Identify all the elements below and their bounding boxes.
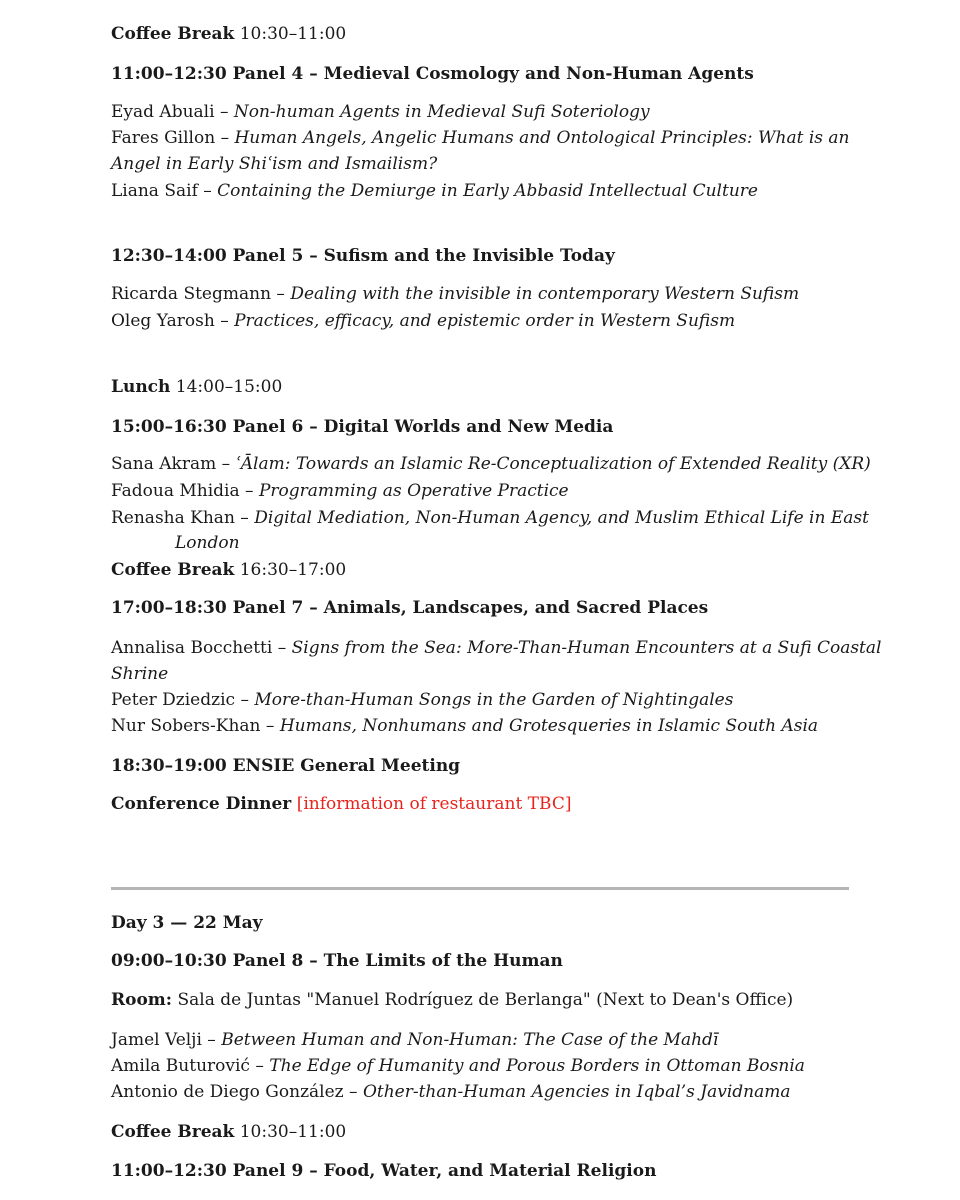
coffee-break-time: 10:30–11:00 [239, 1122, 347, 1142]
panel-5-heading: 12:30–14:00 Panel 5 – Sufism and the Invisible Today [111, 246, 615, 266]
speaker-name: Jamel Velji [111, 1030, 202, 1050]
speaker-name: Annalisa Bocchetti [111, 638, 273, 658]
conference-dinner-label: Conference Dinner [111, 794, 292, 814]
separator: – [197, 181, 218, 201]
separator: – [249, 1056, 270, 1076]
day-divider [111, 887, 849, 890]
speaker-name: Antonio de Diego González [111, 1082, 344, 1102]
separator: – [239, 481, 259, 501]
talk-row [111, 180, 758, 202]
coffee-break-time: 10:30–11:00 [239, 24, 347, 44]
separator: – [260, 716, 280, 736]
speaker-name: Ricarda Stegmann [111, 284, 272, 304]
coffee-break-label: Coffee Break [111, 1122, 235, 1142]
talk-title: Digital Mediation, Non-Human Agency, and Muslim Ethical Life in East [254, 508, 869, 528]
restaurant-tbc-note: [information of restaurant TBC] [296, 794, 572, 814]
talk-title-continuation: Angel in Early Shiʿism and Ismailism? [111, 154, 438, 174]
coffee-break-row [111, 23, 346, 45]
separator: – [215, 128, 235, 148]
panel-4-heading: 11:00–12:30 Panel 4 – Medieval Cosmology and Non-Human Agents [111, 64, 754, 84]
coffee-break-label: Coffee Break [111, 560, 235, 580]
speaker-name: Sana Akram [111, 454, 217, 474]
speaker-name: Amila Buturović [111, 1056, 250, 1076]
talk-row [111, 507, 869, 529]
talk-row [111, 480, 569, 502]
coffee-break-time: 16:30–17:00 [239, 560, 347, 580]
separator: – [214, 311, 235, 331]
coffee-break-row [111, 559, 346, 581]
talk-title: More-than-Human Songs in the Garden of Nightingales [254, 690, 734, 710]
speaker-name: Renasha Khan [111, 508, 235, 528]
room-row [111, 989, 793, 1011]
room-label: Room: [111, 990, 173, 1010]
separator: – [216, 454, 236, 474]
talk-row [111, 283, 799, 305]
separator: – [201, 1030, 222, 1050]
panel-7-heading: 17:00–18:30 Panel 7 – Animals, Landscapes, and Sacred Places [111, 598, 709, 618]
talk-title: Human Angels, Angelic Humans and Ontological Principles: What is an [234, 128, 850, 148]
talk-row [111, 689, 733, 711]
talk-row [111, 310, 735, 332]
panel-8-heading: 09:00–10:30 Panel 8 – The Limits of the Human [111, 951, 563, 971]
lunch-time: 14:00–15:00 [175, 377, 283, 397]
talk-row [111, 637, 881, 659]
talk-title: The Edge of Humanity and Porous Borders in Ottoman Bosnia [269, 1056, 805, 1076]
separator: – [271, 284, 291, 304]
speaker-name: Nur Sobers-Khan [111, 716, 261, 736]
speaker-name: Fadoua Mhidia [111, 481, 240, 501]
talk-row [111, 1029, 718, 1051]
talk-row [111, 715, 818, 737]
talk-title: Between Human and Non-Human: The Case of the Mahdī [221, 1030, 719, 1050]
talk-title: ʿĀlam: Towards an Islamic Re-Conceptualization of Extended Reality (XR) [235, 454, 871, 474]
speaker-name: Peter Dziedzic [111, 690, 236, 710]
talk-title: Practices, efficacy, and epistemic order in Western Sufism [234, 311, 736, 331]
talk-title-continuation: London [175, 533, 240, 553]
separator: – [235, 690, 255, 710]
coffee-break-row [111, 1121, 346, 1143]
talk-title: Non-human Agents in Medieval Sufi Soteriology [233, 102, 650, 122]
talk-row [111, 1055, 805, 1077]
general-meeting-heading: 18:30–19:00 ENSIE General Meeting [111, 756, 461, 776]
talk-row [111, 127, 849, 149]
separator: – [272, 638, 292, 658]
lunch-label: Lunch [111, 377, 171, 397]
talk-title: Containing the Demiurge in Early Abbasid Intellectual Culture [217, 181, 758, 201]
talk-title: Other-than-Human Agencies in Iqbal’s Javidnama [362, 1082, 791, 1102]
talk-row [111, 1081, 790, 1103]
panel-6-heading: 15:00–16:30 Panel 6 – Digital Worlds and New Media [111, 417, 614, 437]
coffee-break-label: Coffee Break [111, 24, 235, 44]
speaker-name: Liana Saif [111, 181, 198, 201]
talk-title: Dealing with the invisible in contemporary Western Sufism [290, 284, 800, 304]
talk-title: Programming as Operative Practice [258, 481, 569, 501]
day-3-heading: Day 3 — 22 May [111, 913, 263, 933]
talk-title: Humans, Nonhumans and Grotesqueries in Islamic South Asia [279, 716, 819, 736]
speaker-name: Oleg Yarosh [111, 311, 215, 331]
lunch-row [111, 376, 282, 398]
panel-9-heading: 11:00–12:30 Panel 9 – Food, Water, and Material Religion [111, 1161, 657, 1181]
talk-title: Signs from the Sea: More-Than-Human Encounters at a Sufi Coastal [291, 638, 882, 658]
room-value: Sala de Juntas "Manuel Rodríguez de Berlanga" (Next to Dean's Office) [177, 990, 794, 1010]
speaker-name: Fares Gillon [111, 128, 216, 148]
separator: – [234, 508, 255, 528]
speaker-name: Eyad Abuali [111, 102, 215, 122]
talk-row [111, 453, 871, 475]
conference-dinner-row [111, 793, 571, 815]
talk-title-continuation: Shrine [111, 664, 169, 684]
separator: – [343, 1082, 363, 1102]
talk-row [111, 101, 650, 123]
separator: – [214, 102, 234, 122]
